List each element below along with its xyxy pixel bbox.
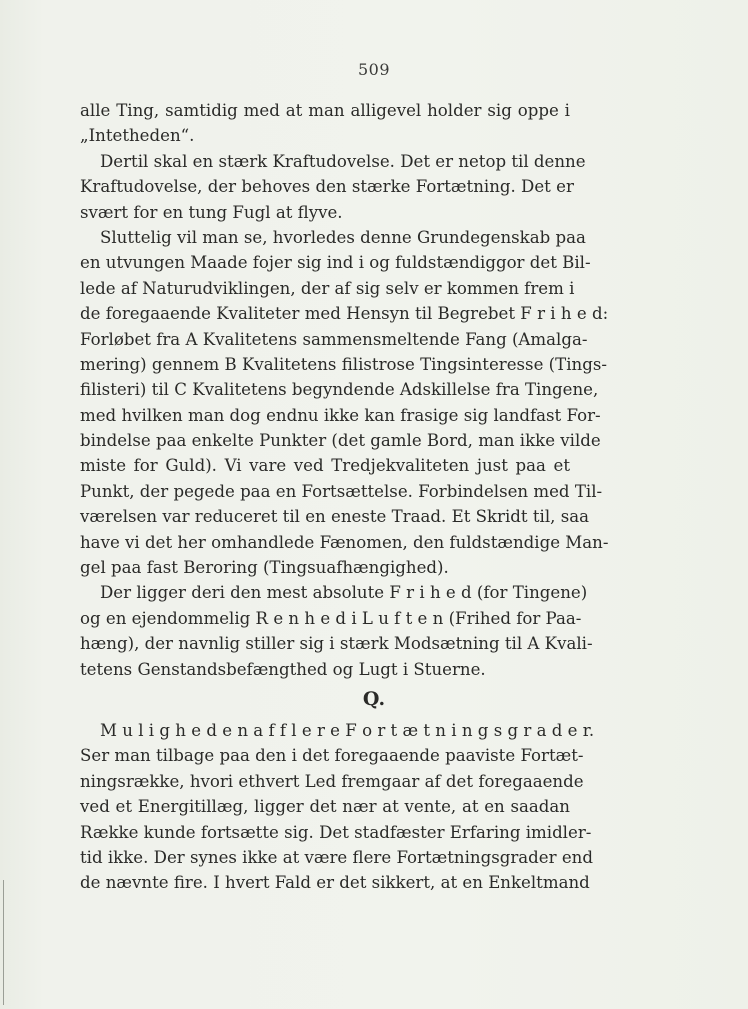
text-line: gel paa fast Beroring (Tingsuafhængighed). (80, 558, 449, 578)
text-line: svært for en tung Fugl at flyve. (80, 202, 343, 222)
text-line: miste for Guld). Vi vare ved Tredjekvaliteten just paa et (80, 456, 570, 476)
text-line: hæng), der navnlig stiller sig i stærk Modsætning til A Kvali- (80, 634, 593, 654)
text-line: „Intetheden“. (80, 126, 195, 146)
text-line: de foregaaende Kvaliteter med Hensyn til Begrebet F r i h e d: (80, 304, 609, 324)
section-heading: Q. (362, 688, 386, 710)
text-line: og en ejendommelig R e n h e d i L u f t e n (Frihed for Paa- (80, 608, 582, 628)
text-line: Punkt, der pegede paa en Fortsættelse. Forbindelsen med Til- (80, 481, 603, 501)
text-line: filisteri) til C Kvalitetens begyndende Adskillelse fra Tingene, (80, 380, 599, 400)
text-block-upper (80, 98, 609, 682)
text-line: have vi det her omhandlede Fænomen, den fuldstændige Man- (80, 532, 609, 552)
text-line: en utvungen Maade fojer sig ind i og fuldstændiggor det Bil- (80, 253, 591, 273)
text-line: Række kunde fortsætte sig. Det stadfæster Erfaring imidler- (80, 822, 592, 842)
page-edge-line (3, 880, 4, 1005)
text-line: Dertil skal en stærk Kraftudovelse. Det er netop til denne (100, 151, 586, 171)
text-line: mering) gennem B Kvalitetens filistrose Tingsinteresse (Tings- (80, 354, 607, 374)
text-line: lede af Naturudviklingen, der af sig selv er kommen frem i (80, 278, 575, 298)
text-line: bindelse paa enkelte Punkter (det gamle Bord, man ikke vilde (80, 431, 601, 451)
text-line: Ser man tilbage paa den i det foregaaende paaviste Fortæt- (80, 746, 584, 766)
text-line: Forløbet fra A Kvalitetens sammensmeltende Fang (Amalga- (80, 329, 588, 349)
text-line: ved et Energitillæg, ligger det nær at vente, at en saadan (80, 797, 570, 817)
text-line: med hvilken man dog endnu ikke kan frasige sig landfast For- (80, 405, 601, 425)
text-line: Der ligger deri den mest absolute F r i h e d (for Tingene) (100, 583, 588, 603)
text-line: ningsrække, hvori ethvert Led fremgaar af det foregaaende (80, 771, 584, 791)
text-line: tetens Genstandsbefængthed og Lugt i Stuerne. (80, 659, 486, 679)
text-line: Sluttelig vil man se, hvorledes denne Grundegenskab paa (100, 227, 586, 247)
text-block-lower (80, 718, 595, 896)
text-line: værelsen var reduceret til en eneste Traad. Et Skridt til, saa (80, 507, 589, 527)
text-line: Kraftudovelse, der behoves den stærke Fortætning. Det er (80, 177, 574, 197)
page-number: 509 (357, 60, 391, 79)
text-line: tid ikke. Der synes ikke at være flere Fortætningsgrader end (80, 847, 593, 867)
text-line: alle Ting, samtidig med at man alligevel holder sig oppe i (80, 101, 570, 120)
text-line: M u l i g h e d e n a f f l e r e F o r t æ t n i n g s g r a d e r. (100, 721, 595, 740)
text-line: de nævnte fire. I hvert Fald er det sikkert, at en Enkeltmand (80, 873, 590, 893)
